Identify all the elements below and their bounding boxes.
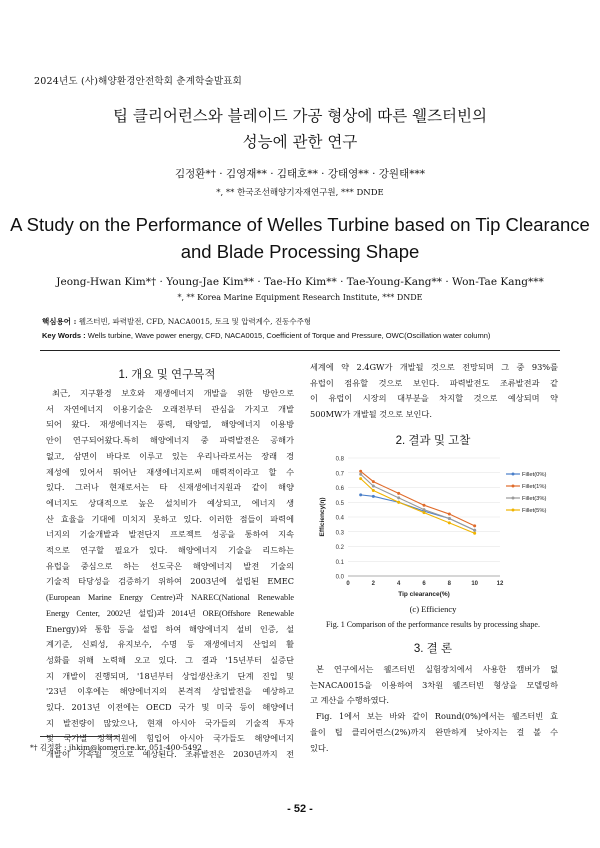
keywords-english-label: Key Words :	[42, 331, 86, 340]
legend-label: Fillet(1%)	[522, 484, 547, 490]
legend-marker	[512, 509, 515, 512]
section-2-heading: 2. 결과 및 고찰	[395, 435, 471, 447]
data-point	[397, 501, 400, 504]
english-title-line-2: and Blade Processing Shape	[180, 241, 420, 262]
data-point	[473, 529, 476, 532]
data-point	[372, 480, 375, 483]
s1-line: 유럽을 중심으로 하는 선도국은 해양에너지 발전 기술의	[46, 560, 294, 571]
legend-label: Fillet(5%)	[522, 508, 547, 514]
data-point	[423, 508, 426, 511]
series-line	[361, 471, 475, 526]
legend-label: Fillet(0%)	[522, 472, 547, 478]
intro-line: 세계에 약 2.4GW가 개발될 것으로 전망되며 그 중 93%를	[310, 362, 558, 372]
s3-line: 고 계산을 수행하였다.	[310, 695, 389, 706]
data-point	[448, 513, 451, 516]
s3-line: Fig. 1에서 보는 바와 같이 Round(0%)에서는 웰즈터빈 효	[316, 711, 558, 722]
y-tick-label: 0.7	[335, 471, 344, 478]
legend-marker	[512, 473, 515, 476]
data-point	[473, 524, 476, 527]
s1-line: 서 자연에너지 이용기술은 오래전부터 관심을 가지고 개발	[46, 403, 294, 414]
s3-line: 율이 팁 클리어런스(2%)까지 완만하게 낮아지는 걸 볼 수	[310, 726, 558, 737]
s1-line: 제성에 있어서 뛰어난 재생에너지로써 매력적이라고 할 수	[46, 466, 294, 477]
s1-line: 있다. 2013년 이전에는 OECD 국가 및 미국 등이 해양에너	[46, 702, 294, 713]
keywords-korean-label: 핵심용어 :	[42, 317, 77, 326]
page-number: - 52 -	[287, 803, 313, 815]
keywords-english-text: Wells turbine, Wave power energy, CFD, NACA0015, Coefficient of Torque and Pressure, OWC(Oscillation water column)	[87, 331, 491, 340]
english-affiliation: *, ** Korea Marine Equipment Research Institute, *** DNDE	[177, 293, 423, 302]
keywords-korean-text: 웰즈터빈, 파력발전, CFD, NACA0015, 토크 및 압력계수, 진동수주형	[78, 317, 312, 326]
s1-line: 에너지도 상대적으로 높은 설치비가 예상되고, 에너지 생	[46, 497, 294, 508]
s1-line: 안이 연구되어왔다.특히 해양에너지 중 파력발전은 공해가	[46, 435, 294, 446]
s1-line: Energy Center, 2002년 설립)과 2014년 ORE(Offshore Renewable	[46, 608, 294, 618]
data-point	[372, 489, 375, 492]
s1-line: (European Marine Energy Centre)과 NAREC(National Renewable	[46, 593, 294, 603]
x-tick-label: 2	[371, 581, 376, 587]
data-point	[359, 493, 362, 496]
x-tick-label: 12	[496, 581, 504, 587]
s1-line: 개발이 가속될 것으로 예상된다. 조류발전은 2030년까지 전	[46, 749, 294, 760]
section-1-body	[46, 386, 294, 763]
s1-line: 최근, 지구환경 보호와 재생에너지 개발을 위한 방안으로	[52, 388, 294, 398]
korean-title-line-2: 성능에 관한 연구	[242, 133, 358, 151]
korean-affiliation: *, ** 한국조선해양기자재연구원, *** DNDE	[216, 188, 384, 198]
s3-line: 있다.	[310, 742, 329, 753]
y-tick-label: 0.6	[335, 486, 344, 492]
s3-line: 는NACA0015을 이용하여 3차원 웰즈터빈 형상을 모델링하	[310, 679, 558, 690]
s1-line: 너지의 기술개발과 발전단지 프로젝트 성공을 통하여 지속	[46, 529, 294, 540]
conference-header: 2024년도 (사)해양환경안전학회 춘계학술발표회	[34, 76, 243, 87]
footnote-divider	[40, 736, 120, 737]
keywords-english	[42, 331, 490, 340]
intro-line: 이 유럽이 시장의 대부분을 차지할 것으로 예상되며 약	[310, 393, 558, 404]
legend-marker	[512, 497, 515, 500]
y-tick-label: 0.0	[335, 574, 344, 581]
header-divider	[40, 350, 560, 351]
figure-subcaption: (c) Efficiency	[409, 604, 457, 614]
s3-line: 본 연구에서는 웰즈터빈 실험장치에서 사용한 캠버가 없	[316, 664, 558, 674]
y-tick-label: 0.8	[335, 456, 344, 463]
s1-line: 없고, 삼면이 바다로 이루고 있는 우리나라로서는 장래 경	[46, 450, 294, 461]
s1-line: 적으로 연구할 필요가 있다. 해양에너지 기술을 리드하는	[46, 545, 294, 556]
data-point	[397, 496, 400, 499]
intro-line: 유럽이 점유할 것으로 보인다. 파력발전도 조류발전과 같	[310, 377, 558, 388]
x-tick-label: 6	[422, 581, 426, 587]
legend-label: Fillet(3%)	[522, 496, 547, 502]
efficiency-chart	[300, 452, 562, 600]
y-tick-label: 0.5	[335, 500, 344, 507]
data-point	[372, 495, 375, 498]
x-tick-label: 0	[346, 581, 350, 587]
x-tick-label: 8	[447, 581, 452, 587]
s1-line: 산 효율을 기대에 미치지 못하고 있다. 이러한 점들이 파력에	[46, 513, 294, 524]
right-column-intro	[310, 360, 558, 423]
data-point	[359, 473, 362, 476]
keywords-korean	[42, 316, 311, 327]
data-point	[448, 521, 451, 524]
s1-line: '23년 이후에는 해양에너지의 본격적 상업발전을 예상하고	[46, 686, 294, 697]
s1-line: 및 국가별 정책지원에 힘입어 아시아 국가들도 해양에너지	[46, 733, 294, 744]
data-point	[359, 477, 362, 480]
english-title-line-1: A Study on the Performance of Welles Turbine based on Tip Clearance	[10, 214, 590, 235]
y-tick-label: 0.4	[335, 515, 344, 522]
data-point	[397, 492, 400, 495]
s1-line: 지 개발이 진행되며, '18년부터 상업생산초기 단계 진입 및	[46, 670, 294, 681]
section-1-heading: 1. 개요 및 연구목적	[118, 369, 216, 381]
s1-line: 계기준, 신뢰성, 유지보수, 수명 등 재생에너지 산업의 활	[46, 639, 294, 650]
intro-line: 500MW가 개발될 것으로 보인다.	[310, 409, 432, 420]
s1-line: 성화를 위해 노력해 오고 있다. 그 결과 '15년부터 실증단	[46, 654, 294, 665]
data-point	[423, 504, 426, 507]
data-point	[372, 485, 375, 488]
s1-line: Energy)와 통합 등을 설립 하여 해양에너지 설비 인증, 설	[46, 623, 294, 634]
s1-line: 지 발전량이 많았으나, 현재 아시아 국가들의 기술적 투자	[46, 717, 294, 728]
x-tick-label: 4	[396, 581, 401, 587]
data-point	[359, 470, 362, 473]
s1-line: 기술적 타당성을 검증하기 위하여 2003년에 설립된 EMEC	[46, 576, 294, 587]
y-tick-label: 0.3	[335, 530, 344, 537]
korean-authors: 김정환*† · 김영재** · 김태호** · 강태영** · 강원태***	[175, 168, 425, 180]
section-3-body	[310, 662, 558, 756]
figure-caption: Fig. 1 Comparison of the performance results by processing shape.	[326, 620, 540, 629]
x-axis-label: Tip clearance(%)	[398, 591, 450, 598]
series-line	[361, 479, 475, 534]
x-tick-label: 10	[471, 581, 479, 587]
series-line	[361, 495, 475, 530]
footnote: *† 김정환 : jhkim@komeri.re.kr, 051-400-5492	[30, 743, 202, 752]
y-axis-label: Efficiency(η)	[319, 497, 326, 537]
y-tick-label: 0.2	[335, 545, 344, 551]
legend-marker	[512, 485, 515, 488]
s1-line: 되어 왔다. 재생에너지는 풍력, 태양열, 해양에너지 이용방	[46, 419, 294, 430]
data-point	[423, 511, 426, 514]
data-point	[448, 517, 451, 520]
english-authors: Jeong-Hwan Kim*† · Young-Jae Kim** · Tae-Ho Kim** · Tae-Young-Kang** · Won-Tae Kang***	[56, 276, 544, 288]
section-3-heading: 3. 결 론	[413, 643, 453, 655]
korean-title-line-1: 팁 클리어런스와 블레이드 가공 형상에 따른 웰즈터빈의	[113, 107, 487, 125]
s1-line: 있다. 그러나 현재로서는 타 신재생에너지원과 같이 해양	[46, 482, 294, 493]
data-point	[473, 532, 476, 535]
y-tick-label: 0.1	[335, 559, 344, 566]
